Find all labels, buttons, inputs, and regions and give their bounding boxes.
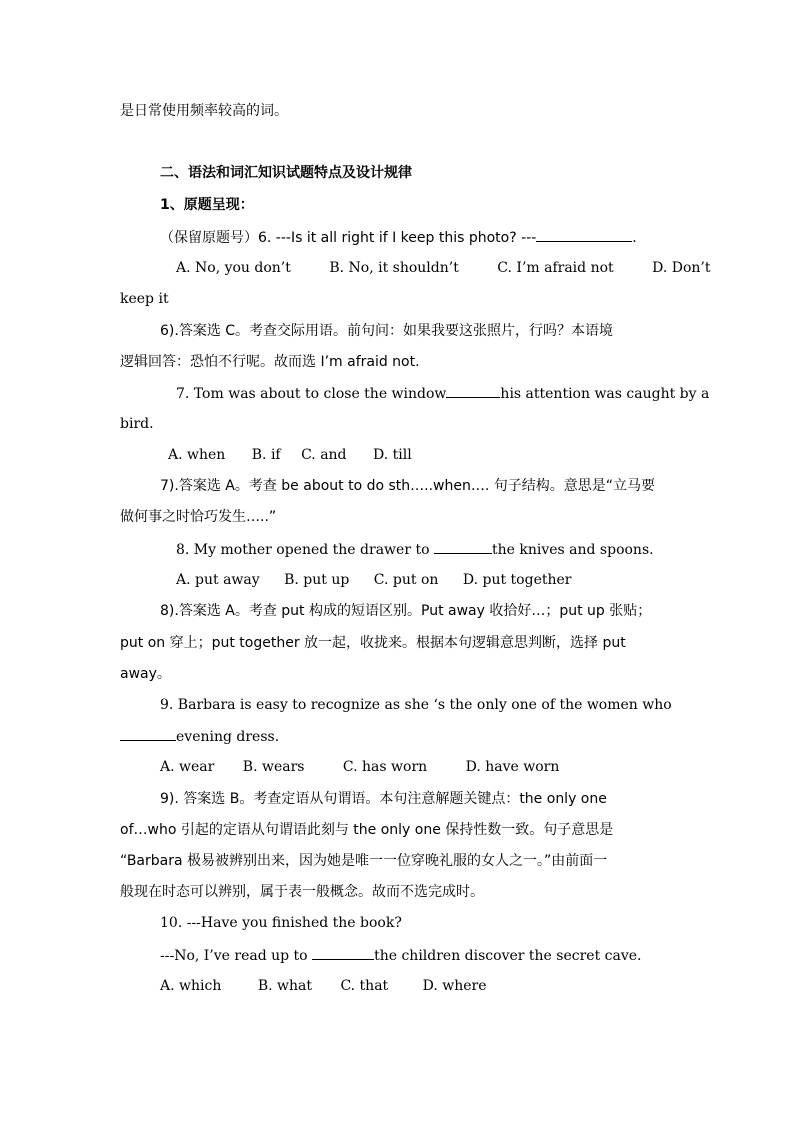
question-10-options — [160, 977, 674, 995]
question-9-line2 — [120, 727, 674, 746]
option-a: A. which — [160, 978, 222, 994]
answer-blank — [536, 228, 632, 242]
option-b: B. what — [257, 978, 312, 994]
option-c: C. has worn — [342, 759, 428, 775]
option-b: B. if — [251, 447, 281, 463]
question-8-text: 8. My mother opened the drawer to — [176, 542, 430, 558]
question-7-text: 7. Tom was about to close the window — [176, 386, 447, 402]
question-8-options — [176, 571, 674, 589]
answer-blank — [120, 727, 176, 741]
question-7 — [176, 384, 710, 403]
option-d: D. Don’t — [652, 260, 711, 276]
question-10-text: ---No, I’ve read up to — [160, 948, 308, 964]
option-a: A. when — [168, 447, 226, 463]
option-b: B. No, it shouldn’t — [329, 260, 459, 276]
answer-8-line3: away。 — [120, 666, 171, 682]
option-d: D. where — [422, 978, 487, 994]
question-8 — [176, 540, 674, 559]
option-a: A. wear — [160, 759, 215, 775]
question-6-tail: keep it — [120, 291, 169, 307]
question-10-line2 — [160, 946, 674, 965]
answer-6-line2: 逻辑回答：恐怕不行呢。故而选 I’m afraid not. — [120, 354, 420, 370]
answer-blank — [312, 946, 374, 960]
answer-7-line2: 做何事之时恰巧发生…..” — [120, 509, 277, 525]
option-c: C. I’m afraid not — [497, 260, 614, 276]
answer-6-line1: 6).答案选 C。考查交际用语。前句问：如果我要这张照片，行吗？本语境 — [160, 323, 614, 339]
option-c: C. put on — [373, 572, 439, 588]
answer-9-line1: 9). 答案选 B。考查定语从句谓语。本句注意解题关键点：the only one — [160, 791, 607, 807]
question-6-text: （保留原题号）6. ---Is it all right if I keep this photo? --- — [160, 230, 537, 246]
option-b: B. put up — [284, 572, 350, 588]
answer-9-line4: 般现在时态可以辨别，属于表一般概念。故而不选完成时。 — [120, 884, 484, 900]
question-7-options — [168, 446, 674, 464]
question-10-line1: 10. ---Have you finished the book? — [160, 915, 402, 931]
answer-9-line2: of…who 引起的定语从句谓语此刻与 the only one 保持性数一致。句子意思是 — [120, 822, 614, 838]
option-a: A. No, you don’t — [176, 260, 291, 276]
question-10-text-end: the children discover the secret cave. — [374, 948, 642, 964]
option-d: D. till — [372, 447, 412, 463]
answer-7-line1: 7).答案选 A。考查 be about to do sth…..when…. 句子结构。意思是“立马要 — [160, 478, 656, 494]
option-c: C. that — [340, 978, 389, 994]
answer-8-line2: put on 穿上；put together 放一起，收拢来。根据本句逻辑意思判断，选择 put — [120, 635, 626, 651]
option-d: D. put together — [462, 572, 572, 588]
question-9-options — [160, 758, 674, 776]
question-7-text-end: his attention was caught by a — [500, 386, 710, 402]
answer-8-line1: 8).答案选 A。考查 put 构成的短语区别。Put away 收拾好…；put up 张贴； — [160, 603, 652, 619]
option-a: A. put away — [176, 572, 260, 588]
answer-9-line3: “Barbara 极易被辨别出来，因为她是唯一一位穿晚礼服的女人之一。”由前面一 — [120, 853, 608, 869]
paragraph-line: 是日常使用频率较高的词。 — [120, 103, 288, 119]
answer-blank — [434, 540, 492, 554]
question-6-end: . — [632, 230, 637, 246]
option-b: B. wears — [242, 759, 305, 775]
option-d: D. have worn — [465, 759, 560, 775]
answer-blank — [446, 384, 500, 398]
question-9-line1: 9. Barbara is easy to recognize as she ‘s the only one of the women who — [160, 697, 672, 713]
option-c: C. and — [301, 447, 347, 463]
question-6 — [160, 228, 674, 247]
question-7-tail: bird. — [120, 416, 154, 432]
section-heading: 二、语法和词汇知识试题特点及设计规律 — [160, 165, 412, 181]
question-6-options — [176, 259, 711, 277]
question-8-text-end: the knives and spoons. — [491, 542, 654, 558]
question-9-text-end: evening dress. — [176, 729, 280, 745]
subsection-heading: 1、原题呈现： — [160, 197, 254, 213]
